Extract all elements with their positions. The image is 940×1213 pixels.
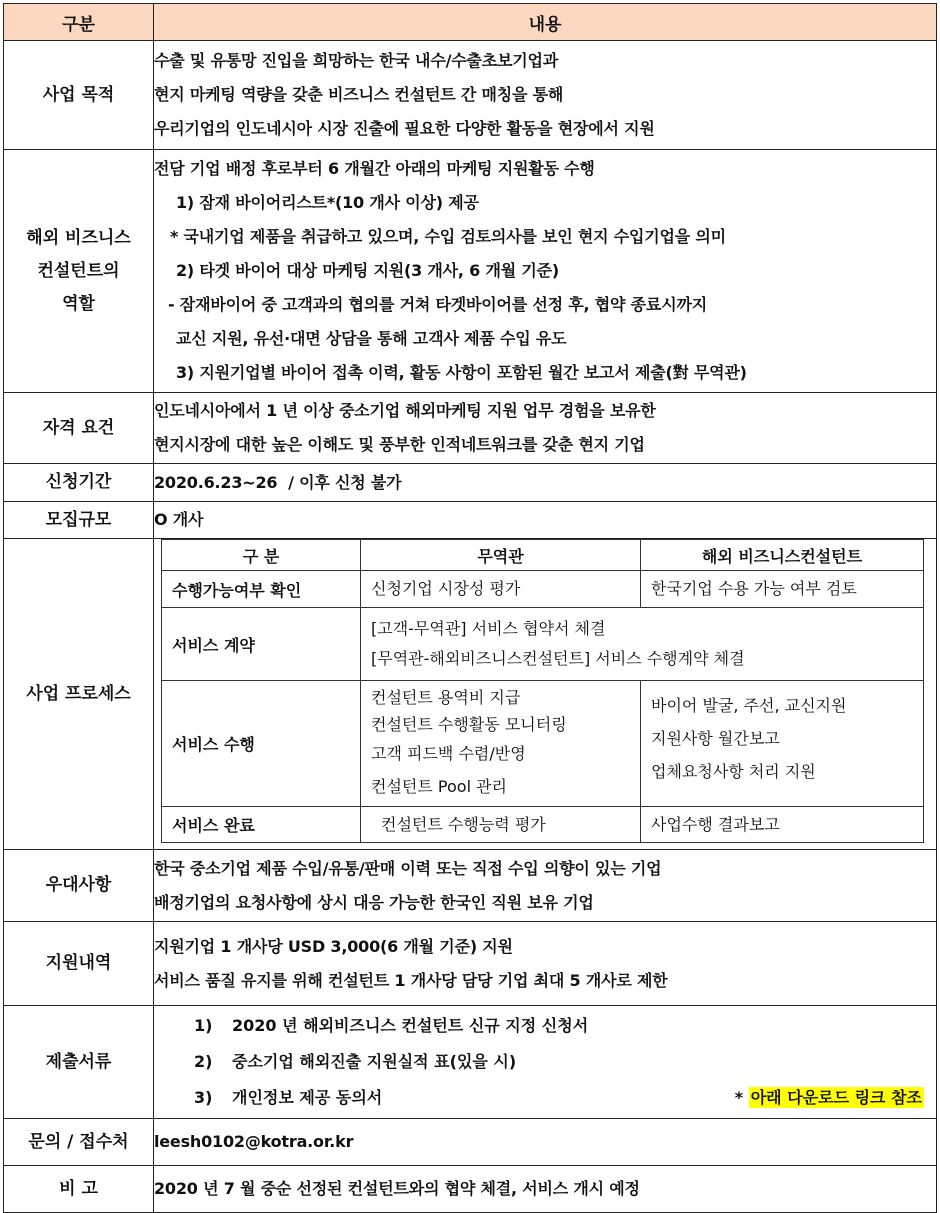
header-content: 내용 xyxy=(154,4,937,41)
process-kotra-cell xyxy=(361,571,641,608)
label-support: 지원내역 xyxy=(4,922,154,1006)
purpose-line: 현지 마케팅 역량을 갖춘 비즈니스 컨설턴트 간 매칭을 통해 xyxy=(154,85,564,104)
preference-line: 한국 중소기업 제품 수입/유통/판매 이력 또는 직접 수입 의향이 있는 기업 xyxy=(154,858,662,878)
qualification-content xyxy=(154,393,937,464)
row-process xyxy=(4,539,937,850)
label-role xyxy=(4,150,154,393)
label-scale: 모집규모 xyxy=(4,502,154,539)
remark-value xyxy=(154,1166,937,1213)
scale-text: O 개사 xyxy=(154,510,204,529)
process-consultant-cell xyxy=(641,681,924,807)
support-line: 지원기업 1 개사당 USD 3,000(6 개월 기준) 지원 xyxy=(154,936,513,956)
process-consultant-item: 사업수행 결과보고 xyxy=(651,814,780,834)
documents-content xyxy=(154,1006,937,1119)
row-scale xyxy=(4,502,937,539)
process-stage: 서비스 완료 xyxy=(162,807,361,843)
purpose-line: 수출 및 유통망 진입을 희망하는 한국 내수/수출초보기업과 xyxy=(154,51,559,70)
process-consultant-item: 지원사항 월간보고 xyxy=(651,729,780,748)
document-item xyxy=(194,1044,924,1080)
header-category: 구분 xyxy=(4,4,154,41)
support-content xyxy=(154,922,937,1006)
process-consultant-cell xyxy=(641,571,924,608)
process-header-row xyxy=(162,540,924,571)
row-qualification xyxy=(4,393,937,464)
label-period: 신청기간 xyxy=(4,464,154,502)
role-line: - 잠재바이어 중 고객과의 협의를 거쳐 타겟바이어를 선정 후, 협약 종료시까지 xyxy=(168,295,707,314)
download-link-note[interactable]: 아래 다운로드 링크 참조 xyxy=(750,1088,922,1107)
role-label-line: 역할 xyxy=(62,293,95,314)
document-item xyxy=(194,1008,924,1044)
row-contact xyxy=(4,1119,937,1166)
row-purpose xyxy=(4,41,937,150)
document-item-inner xyxy=(194,1080,382,1116)
process-row xyxy=(162,608,924,681)
document-text: 개인정보 제공 동의서 xyxy=(232,1088,383,1107)
scale-value xyxy=(154,502,937,539)
label-process: 사업 프로세스 xyxy=(4,539,154,850)
document-item xyxy=(194,1080,924,1116)
process-table xyxy=(161,539,924,843)
role-line: 교신 지원, 유선·대면 상담을 통해 고객사 제품 수입 유도 xyxy=(176,329,567,348)
role-line: 전담 기업 배정 후로부터 6 개월간 아래의 마케팅 지원활동 수행 xyxy=(154,159,595,178)
role-line: 2) 타겟 바이어 대상 마케팅 지원(3 개사, 6 개월 기준) xyxy=(176,261,559,280)
label-documents: 제출서류 xyxy=(4,1006,154,1119)
process-kotra-item: 신청기업 시장성 평가 xyxy=(371,579,521,598)
row-preference xyxy=(4,850,937,922)
row-support xyxy=(4,922,937,1006)
process-kotra-item: 컨설턴트 Pool 관리 xyxy=(371,776,508,796)
contact-value xyxy=(154,1119,937,1166)
preference-content xyxy=(154,850,937,922)
role-line: * 국내기업 제품을 취급하고 있으며, 수입 검토의사를 보인 현지 수입기업을 의미 xyxy=(170,227,726,246)
process-header-stage: 구 분 xyxy=(162,540,361,571)
role-line: 3) 지원기업별 바이어 접촉 이력, 활동 사항이 포함된 월간 보고서 제출(對 무역관) xyxy=(176,363,747,382)
document-text: 2020 년 해외비즈니스 컨설턴트 신규 지정 신청서 xyxy=(232,1016,589,1035)
label-preference: 우대사항 xyxy=(4,850,154,922)
label-remark: 비 고 xyxy=(4,1166,154,1213)
process-merged-item: [무역관-해외비즈니스컨설턴트] 서비스 수행계약 체결 xyxy=(371,649,745,668)
download-note xyxy=(735,1080,924,1116)
role-content xyxy=(154,150,937,393)
document-number: 2) xyxy=(194,1052,213,1071)
process-kotra-cell xyxy=(361,681,641,807)
label-qualification: 자격 요건 xyxy=(4,393,154,464)
process-kotra-item: 컨설턴트 수행활동 모니터링 xyxy=(371,714,567,734)
process-consultant-item: 한국기업 수용 가능 여부 검토 xyxy=(651,579,857,598)
document-number: 1) xyxy=(194,1016,213,1035)
info-table xyxy=(3,3,937,1213)
row-documents xyxy=(4,1006,937,1119)
process-row xyxy=(162,807,924,843)
process-row xyxy=(162,681,924,807)
period-value xyxy=(154,464,937,502)
process-merged-item: [고객-무역관] 서비스 협약서 체결 xyxy=(371,619,606,638)
label-contact: 문의 / 접수처 xyxy=(4,1119,154,1166)
process-header-kotra: 무역관 xyxy=(361,540,641,571)
label-purpose: 사업 목적 xyxy=(4,41,154,150)
process-kotra-item: 컨설턴트 수행능력 평가 xyxy=(381,814,546,834)
document-text: 중소기업 해외진출 지원실적 표(있을 시) xyxy=(232,1052,517,1071)
document-number: 3) xyxy=(194,1088,213,1107)
row-role xyxy=(4,150,937,393)
purpose-content xyxy=(154,41,937,150)
period-text: 2020.6.23~26 / 이후 신청 불가 xyxy=(154,472,402,492)
qualification-line: 현지시장에 대한 높은 이해도 및 풍부한 인적네트워크를 갖춘 현지 기업 xyxy=(154,435,645,454)
support-line: 서비스 품질 유지를 위해 컨설턴트 1 개사당 담당 기업 최대 5 개사로 제한 xyxy=(154,970,668,990)
role-line: 1) 잠재 바이어리스트*(10 개사 이상) 제공 xyxy=(176,193,479,212)
process-stage: 수행가능여부 확인 xyxy=(162,571,361,608)
process-consultant-item: 업체요청사항 처리 지원 xyxy=(651,762,816,781)
process-kotra-item: 고객 피드백 수렴/반영 xyxy=(371,743,526,763)
process-content xyxy=(154,539,937,850)
process-merged-cell xyxy=(361,608,924,681)
purpose-line: 우리기업의 인도네시아 시장 진출에 필요한 다양한 활동을 현장에서 지원 xyxy=(154,119,655,138)
process-kotra-item: 컨설턴트 용역비 지급 xyxy=(371,687,521,707)
role-label-line: 컨설턴트의 xyxy=(37,260,120,281)
process-header-consultant: 해외 비즈니스컨설턴트 xyxy=(641,540,924,571)
row-period xyxy=(4,464,937,502)
download-note-prefix: * xyxy=(734,1088,749,1107)
process-kotra-cell xyxy=(361,807,641,843)
remark-text: 2020 년 7 월 중순 선정된 컨설턴트와의 협약 체결, 서비스 개시 예정 xyxy=(154,1179,640,1198)
role-label-line: 해외 비즈니스 xyxy=(26,227,131,248)
process-consultant-item: 바이어 발굴, 주선, 교신지원 xyxy=(651,696,847,715)
qualification-line: 인도네시아에서 1 년 이상 중소기업 해외마케팅 지원 업무 경험을 보유한 xyxy=(154,401,656,420)
preference-line: 배정기업의 요청사항에 상시 대응 가능한 한국인 직원 보유 기업 xyxy=(154,892,594,912)
process-stage: 서비스 수행 xyxy=(162,681,361,807)
process-consultant-cell xyxy=(641,807,924,843)
row-remark xyxy=(4,1166,937,1213)
contact-email[interactable]: leesh0102@kotra.or.kr xyxy=(154,1132,354,1151)
table-header-row xyxy=(4,4,937,41)
process-stage: 서비스 계약 xyxy=(162,608,361,681)
process-row xyxy=(162,571,924,608)
